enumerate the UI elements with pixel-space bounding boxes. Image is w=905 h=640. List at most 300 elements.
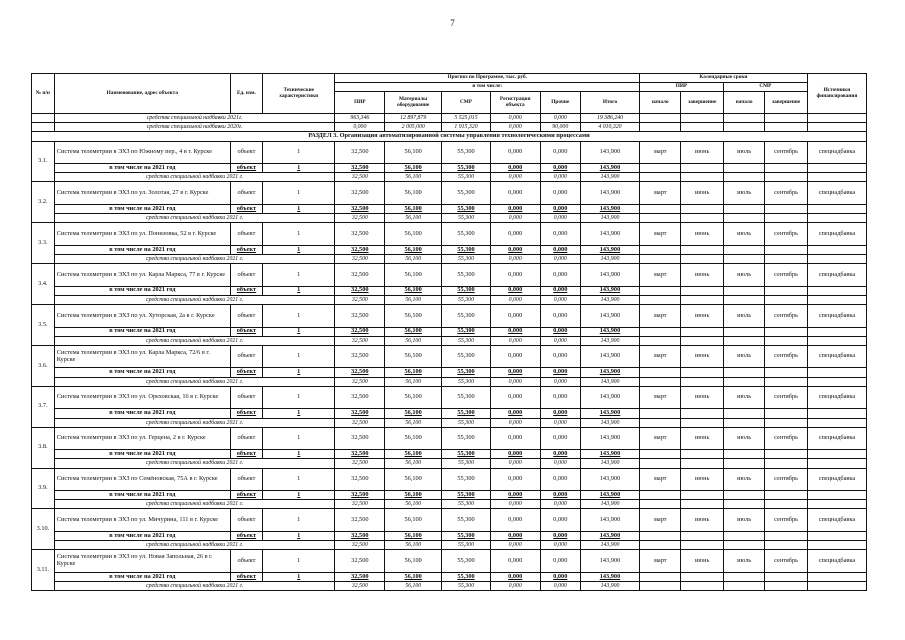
empty-cell xyxy=(807,418,866,427)
cell-materials: 56,100 xyxy=(385,327,442,336)
smr-end-cell: сентябрь xyxy=(765,182,808,205)
empty-cell xyxy=(640,368,681,377)
cell-smr: 55,300 xyxy=(442,327,491,336)
quantity-cell: 1 xyxy=(262,286,335,295)
table-row xyxy=(32,264,867,287)
cell-materials: 56,100 xyxy=(385,531,442,540)
smr-start-cell: июль xyxy=(723,182,764,205)
empty-cell xyxy=(681,286,723,295)
cell-other: 0,000 xyxy=(540,223,580,246)
cell-materials: 56,100 xyxy=(385,418,442,427)
header-total: Итого xyxy=(580,92,639,114)
year-subtotal-label: в том числе на 2021 год xyxy=(54,572,230,581)
smr-start-cell: июль xyxy=(723,509,764,532)
source-cell: спецнадбавка xyxy=(807,468,866,491)
quantity-cell: 1 xyxy=(262,345,335,368)
cell-smr: 1 915,320 xyxy=(442,123,491,132)
year-subtotal-row xyxy=(32,204,867,213)
empty-cell xyxy=(681,377,723,386)
cell-total: 143,900 xyxy=(580,173,639,182)
empty-cell xyxy=(807,204,866,213)
unit-cell: объект xyxy=(230,531,262,540)
empty-cell xyxy=(640,173,681,182)
pir-start-cell: март xyxy=(640,305,681,328)
cell-registration: 0,000 xyxy=(490,427,540,450)
spec-funds-row xyxy=(32,173,867,182)
quantity-cell: 1 xyxy=(262,245,335,254)
cell-total: 143,900 xyxy=(580,204,639,213)
empty-cell xyxy=(681,409,723,418)
empty-cell xyxy=(681,295,723,304)
object-name: Система телеметрии в ЭХЗ по ул. Герцена, 2 в г. Курске xyxy=(54,427,230,450)
cell-pir: 32,500 xyxy=(335,409,385,418)
cell-registration: 0,000 xyxy=(490,123,540,132)
spec-funds-row xyxy=(32,459,867,468)
spec-funds-row xyxy=(32,214,867,223)
empty-cell xyxy=(807,327,866,336)
smr-end-cell: сентябрь xyxy=(765,223,808,246)
quantity-cell: 1 xyxy=(262,368,335,377)
empty-cell xyxy=(807,368,866,377)
spec-funds-label: средства специальной надбавки 2021 г. xyxy=(54,295,335,304)
empty-cell xyxy=(681,327,723,336)
year-subtotal-row xyxy=(32,245,867,254)
empty-cell xyxy=(640,327,681,336)
cell-smr: 55,300 xyxy=(442,173,491,182)
year-subtotal-row xyxy=(32,409,867,418)
cell-materials: 56,100 xyxy=(385,264,442,287)
cell-pir: 32,500 xyxy=(335,214,385,223)
empty-cell xyxy=(765,327,808,336)
year-subtotal-label: в том числе на 2021 год xyxy=(54,491,230,500)
empty-cell xyxy=(681,459,723,468)
year-subtotal-row xyxy=(32,450,867,459)
spec-funds-row xyxy=(32,336,867,345)
cell-smr: 55,300 xyxy=(442,468,491,491)
cell-total: 143,900 xyxy=(580,377,639,386)
empty-cell xyxy=(807,214,866,223)
year-subtotal-label: в том числе на 2021 год xyxy=(54,204,230,213)
cell-smr: 55,300 xyxy=(442,305,491,328)
unit-cell: объект xyxy=(230,409,262,418)
empty-cell xyxy=(640,491,681,500)
cell-registration: 0,000 xyxy=(490,214,540,223)
pir-start-cell: март xyxy=(640,141,681,164)
table-row xyxy=(32,223,867,246)
cell-other: 0,000 xyxy=(540,255,580,264)
spec-row-2021 xyxy=(32,114,867,123)
pir-end-cell: июнь xyxy=(681,305,723,328)
cell-materials: 56,100 xyxy=(385,550,442,573)
unit-cell: объект xyxy=(230,204,262,213)
header-name: Наименование, адрес объекта xyxy=(54,74,230,114)
empty-cell xyxy=(807,255,866,264)
cell-other: 0,000 xyxy=(540,459,580,468)
quantity-cell: 1 xyxy=(262,572,335,581)
smr-start-cell: июль xyxy=(723,305,764,328)
cell-materials: 56,100 xyxy=(385,255,442,264)
cell-registration: 0,000 xyxy=(490,305,540,328)
cell-registration: 0,000 xyxy=(490,255,540,264)
empty-cell xyxy=(640,459,681,468)
empty-cell xyxy=(681,368,723,377)
empty-cell xyxy=(723,377,764,386)
empty-cell xyxy=(681,173,723,182)
spec-funds-row xyxy=(32,377,867,386)
empty-cell xyxy=(765,368,808,377)
cell-pir: 32,500 xyxy=(335,386,385,409)
empty-cell xyxy=(765,164,808,173)
cell-smr: 55,300 xyxy=(442,295,491,304)
smr-end-cell: сентябрь xyxy=(765,468,808,491)
cell-other: 0,000 xyxy=(540,245,580,254)
cell-registration: 0,000 xyxy=(490,459,540,468)
row-number: 3.5. xyxy=(32,305,55,346)
cell-total: 143,900 xyxy=(580,223,639,246)
cell-materials: 56,100 xyxy=(385,582,442,591)
source-cell: спецнадбавка xyxy=(807,264,866,287)
empty-cell xyxy=(681,245,723,254)
cell-other: 0,000 xyxy=(540,164,580,173)
cell-pir: 32,500 xyxy=(335,264,385,287)
empty-cell xyxy=(807,336,866,345)
spec-funds-label: средства специальной надбавки 2021 г. xyxy=(54,173,335,182)
cell-total: 143,900 xyxy=(580,468,639,491)
pir-end-cell: июнь xyxy=(681,386,723,409)
empty-cell xyxy=(640,295,681,304)
cell-pir: 32,500 xyxy=(335,572,385,581)
program-table xyxy=(31,73,867,591)
cell-other: 0,000 xyxy=(540,336,580,345)
year-subtotal-label: в том числе на 2021 год xyxy=(54,409,230,418)
cell-materials: 2 005,000 xyxy=(385,123,442,132)
spec-funds-label: средства специальной надбавки 2021 г. xyxy=(54,582,335,591)
smr-start-cell: июль xyxy=(723,223,764,246)
cell-registration: 0,000 xyxy=(490,295,540,304)
cell-pir: 32,500 xyxy=(335,295,385,304)
smr-end-cell: сентябрь xyxy=(765,141,808,164)
cell-registration: 0,000 xyxy=(490,327,540,336)
cell-other: 0,000 xyxy=(540,531,580,540)
pir-start-cell: март xyxy=(640,223,681,246)
unit-cell: объект xyxy=(230,223,262,246)
empty-cell xyxy=(765,582,808,591)
smr-start-cell: июль xyxy=(723,550,764,573)
cell-other: 0,000 xyxy=(540,541,580,550)
cell-materials: 56,100 xyxy=(385,245,442,254)
cell-total: 143,900 xyxy=(580,327,639,336)
empty-cell xyxy=(807,500,866,509)
quantity-cell: 1 xyxy=(262,141,335,164)
cell-registration: 0,000 xyxy=(490,468,540,491)
unit-cell: объект xyxy=(230,572,262,581)
quantity-cell: 1 xyxy=(262,327,335,336)
empty-cell xyxy=(681,204,723,213)
cell-smr: 55,300 xyxy=(442,204,491,213)
row-number: 3.7. xyxy=(32,386,55,427)
cell-smr: 55,300 xyxy=(442,427,491,450)
empty-cell xyxy=(723,409,764,418)
unit-cell: объект xyxy=(230,550,262,573)
empty-cell xyxy=(807,377,866,386)
header-smr: СМР xyxy=(442,92,491,114)
pir-end-cell: июнь xyxy=(681,141,723,164)
cell-total: 143,900 xyxy=(580,459,639,468)
year-subtotal-label: в том числе на 2021 год xyxy=(54,368,230,377)
empty-cell xyxy=(640,582,681,591)
cell-other: 0,000 xyxy=(540,173,580,182)
unit-cell: объект xyxy=(230,264,262,287)
cell-registration: 0,000 xyxy=(490,531,540,540)
cell-pir: 32,500 xyxy=(335,286,385,295)
cell-total: 143,900 xyxy=(580,500,639,509)
smr-start-cell: июль xyxy=(723,345,764,368)
pir-start-cell: март xyxy=(640,509,681,532)
header-pir-start: начало xyxy=(640,92,681,114)
cell-materials: 56,100 xyxy=(385,427,442,450)
smr-end-cell: сентябрь xyxy=(765,386,808,409)
cell-total: 143,900 xyxy=(580,572,639,581)
table-row xyxy=(32,550,867,573)
cell-smr: 55,300 xyxy=(442,500,491,509)
empty-cell xyxy=(723,204,764,213)
cell-materials: 56,100 xyxy=(385,173,442,182)
empty-cell xyxy=(640,450,681,459)
quantity-cell: 1 xyxy=(262,409,335,418)
cell-registration: 0,000 xyxy=(490,336,540,345)
smr-end-cell: сентябрь xyxy=(765,427,808,450)
cell-smr: 55,300 xyxy=(442,223,491,246)
cell-smr: 55,300 xyxy=(442,582,491,591)
cell-registration: 0,000 xyxy=(490,368,540,377)
page-number: 7 xyxy=(450,18,455,28)
spec-funds-label: средства специальной надбавки 2021 г. xyxy=(54,336,335,345)
unit-cell: объект xyxy=(230,427,262,450)
table-row xyxy=(32,468,867,491)
cell-materials: 56,100 xyxy=(385,164,442,173)
unit-cell: объект xyxy=(230,509,262,532)
empty-cell xyxy=(723,450,764,459)
spec-funds-label: средства специальной надбавки 2021 г. xyxy=(54,255,335,264)
pir-start-cell: март xyxy=(640,427,681,450)
empty-cell xyxy=(765,173,808,182)
empty-cell xyxy=(807,491,866,500)
smr-start-cell: июль xyxy=(723,264,764,287)
source-cell: спецнадбавка xyxy=(807,550,866,573)
spec-funds-label: средства специальной надбавки 2021 г. xyxy=(54,541,335,550)
empty-cell xyxy=(723,418,764,427)
cell-smr: 5 525,015 xyxy=(442,114,491,123)
spec-funds-row xyxy=(32,582,867,591)
cell-smr: 55,300 xyxy=(442,182,491,205)
cell-pir: 32,500 xyxy=(335,500,385,509)
cell-total: 143,900 xyxy=(580,182,639,205)
cell-materials: 56,100 xyxy=(385,345,442,368)
cell-registration: 0,000 xyxy=(490,204,540,213)
cell-materials: 56,100 xyxy=(385,509,442,532)
cell-smr: 55,300 xyxy=(442,418,491,427)
smr-start-cell: июль xyxy=(723,141,764,164)
section-row xyxy=(32,132,867,141)
cell-registration: 0,000 xyxy=(490,173,540,182)
cell-smr: 55,300 xyxy=(442,368,491,377)
cell-other: 90,000 xyxy=(540,123,580,132)
empty-cell xyxy=(765,295,808,304)
cell-smr: 55,300 xyxy=(442,459,491,468)
spec-row-label: средства специальной надбавки 2021г. xyxy=(54,114,335,123)
spec-funds-label: средства специальной надбавки 2021 г. xyxy=(54,418,335,427)
empty-cell xyxy=(640,531,681,540)
cell-materials: 56,100 xyxy=(385,214,442,223)
empty-cell xyxy=(807,531,866,540)
cell-smr: 55,300 xyxy=(442,245,491,254)
cell-registration: 0,000 xyxy=(490,164,540,173)
pir-start-cell: март xyxy=(640,550,681,573)
cell-registration: 0,000 xyxy=(490,286,540,295)
cell-pir: 32,500 xyxy=(335,450,385,459)
cell-materials: 56,100 xyxy=(385,377,442,386)
quantity-cell: 1 xyxy=(262,450,335,459)
empty-cell xyxy=(640,409,681,418)
cell-other: 0,000 xyxy=(540,327,580,336)
year-subtotal-label: в том числе на 2021 год xyxy=(54,286,230,295)
cell-registration: 0,000 xyxy=(490,264,540,287)
empty-cell xyxy=(640,245,681,254)
cell-smr: 55,300 xyxy=(442,141,491,164)
cell-registration: 0,000 xyxy=(490,141,540,164)
table-row xyxy=(32,386,867,409)
empty-cell xyxy=(640,336,681,345)
cell-materials: 56,100 xyxy=(385,468,442,491)
cell-other: 0,000 xyxy=(540,450,580,459)
empty-cell xyxy=(723,164,764,173)
cell-total: 143,900 xyxy=(580,245,639,254)
empty-cell xyxy=(681,164,723,173)
empty-cell xyxy=(807,295,866,304)
cell-total: 143,900 xyxy=(580,336,639,345)
cell-total: 143,900 xyxy=(580,550,639,573)
empty-cell xyxy=(640,255,681,264)
cell-materials: 56,100 xyxy=(385,182,442,205)
cell-other: 0,000 xyxy=(540,182,580,205)
cell-registration: 0,000 xyxy=(490,345,540,368)
cell-pir: 32,500 xyxy=(335,255,385,264)
cell-other: 0,000 xyxy=(540,582,580,591)
cell-registration: 0,000 xyxy=(490,223,540,246)
empty-cell xyxy=(640,377,681,386)
cell-pir: 32,500 xyxy=(335,531,385,540)
spec-funds-label: средства специальной надбавки 2021 г. xyxy=(54,459,335,468)
quantity-cell: 1 xyxy=(262,223,335,246)
empty-cell xyxy=(807,541,866,550)
cell-other: 0,000 xyxy=(540,572,580,581)
source-cell: спецнадбавка xyxy=(807,345,866,368)
cell-total: 143,900 xyxy=(580,418,639,427)
cell-registration: 0,000 xyxy=(490,418,540,427)
quantity-cell: 1 xyxy=(262,491,335,500)
pir-start-cell: март xyxy=(640,386,681,409)
cell-other: 0,000 xyxy=(540,295,580,304)
smr-end-cell: сентябрь xyxy=(765,305,808,328)
source-cell: спецнадбавка xyxy=(807,223,866,246)
empty-cell xyxy=(681,255,723,264)
empty-cell xyxy=(640,572,681,581)
cell-materials: 56,100 xyxy=(385,409,442,418)
cell-pir: 32,500 xyxy=(335,305,385,328)
cell-registration: 0,000 xyxy=(490,245,540,254)
empty-cell xyxy=(723,531,764,540)
row-number: 3.11. xyxy=(32,550,55,591)
quantity-cell: 1 xyxy=(262,531,335,540)
cell-materials: 56,100 xyxy=(385,204,442,213)
empty-cell xyxy=(807,572,866,581)
header-sources: Источники финансирования xyxy=(807,74,866,114)
cell-smr: 55,300 xyxy=(442,345,491,368)
cell-other: 0,000 xyxy=(540,214,580,223)
cell-other: 0,000 xyxy=(540,368,580,377)
header-sched-smr: СМР xyxy=(723,83,807,92)
unit-cell: объект xyxy=(230,164,262,173)
cell-pir: 32,500 xyxy=(335,377,385,386)
cell-smr: 55,300 xyxy=(442,572,491,581)
header-funding-group: Прогноз по Программе, тыс. руб. xyxy=(335,74,640,83)
empty-cell xyxy=(765,491,808,500)
cell-pir: 32,500 xyxy=(335,550,385,573)
header-unit: Ед. изм. xyxy=(230,74,262,114)
year-subtotal-row xyxy=(32,286,867,295)
cell-pir: 32,500 xyxy=(335,141,385,164)
header-registration: Регистрация объекта xyxy=(490,92,540,114)
empty-cell xyxy=(723,336,764,345)
object-name: Система телеметрии в ЭХЗ по ул. Понизовка, 52 в г. Курске xyxy=(54,223,230,246)
empty-cell xyxy=(723,541,764,550)
cell-other: 0,000 xyxy=(540,286,580,295)
quantity-cell: 1 xyxy=(262,264,335,287)
year-subtotal-label: в том числе на 2021 год xyxy=(54,245,230,254)
empty-cell xyxy=(765,459,808,468)
cell-materials: 56,100 xyxy=(385,541,442,550)
header-incl-group: в том числе: xyxy=(335,83,640,92)
empty-cell xyxy=(723,368,764,377)
source-cell: спецнадбавка xyxy=(807,386,866,409)
row-number: 3.2. xyxy=(32,182,55,223)
cell-pir: 32,500 xyxy=(335,541,385,550)
cell-total: 143,900 xyxy=(580,450,639,459)
unit-cell: объект xyxy=(230,286,262,295)
cell-materials: 56,100 xyxy=(385,450,442,459)
empty-cell xyxy=(765,286,808,295)
cell-pir: 32,500 xyxy=(335,182,385,205)
cell-total: 143,900 xyxy=(580,427,639,450)
cell-registration: 0,000 xyxy=(490,491,540,500)
empty-cell xyxy=(640,500,681,509)
row-number: 3.1. xyxy=(32,141,55,182)
cell-total: 19 386,240 xyxy=(580,114,639,123)
object-name: Система телеметрии в ЭХЗ по ул. Ореховская, 16 в г. Курске xyxy=(54,386,230,409)
cell-other: 0,000 xyxy=(540,305,580,328)
empty-cell xyxy=(681,541,723,550)
smr-end-cell: сентябрь xyxy=(765,264,808,287)
year-subtotal-row xyxy=(32,531,867,540)
row-number: 3.3. xyxy=(32,223,55,264)
cell-materials: 56,100 xyxy=(385,459,442,468)
pir-end-cell: июнь xyxy=(681,427,723,450)
section-title: РАЗДЕЛ 3. Организация автоматизированной системы управления технологическими процессами xyxy=(32,132,867,141)
pir-start-cell: март xyxy=(640,182,681,205)
cell-registration: 0,000 xyxy=(490,114,540,123)
year-subtotal-label: в том числе на 2021 год xyxy=(54,450,230,459)
table-row xyxy=(32,345,867,368)
